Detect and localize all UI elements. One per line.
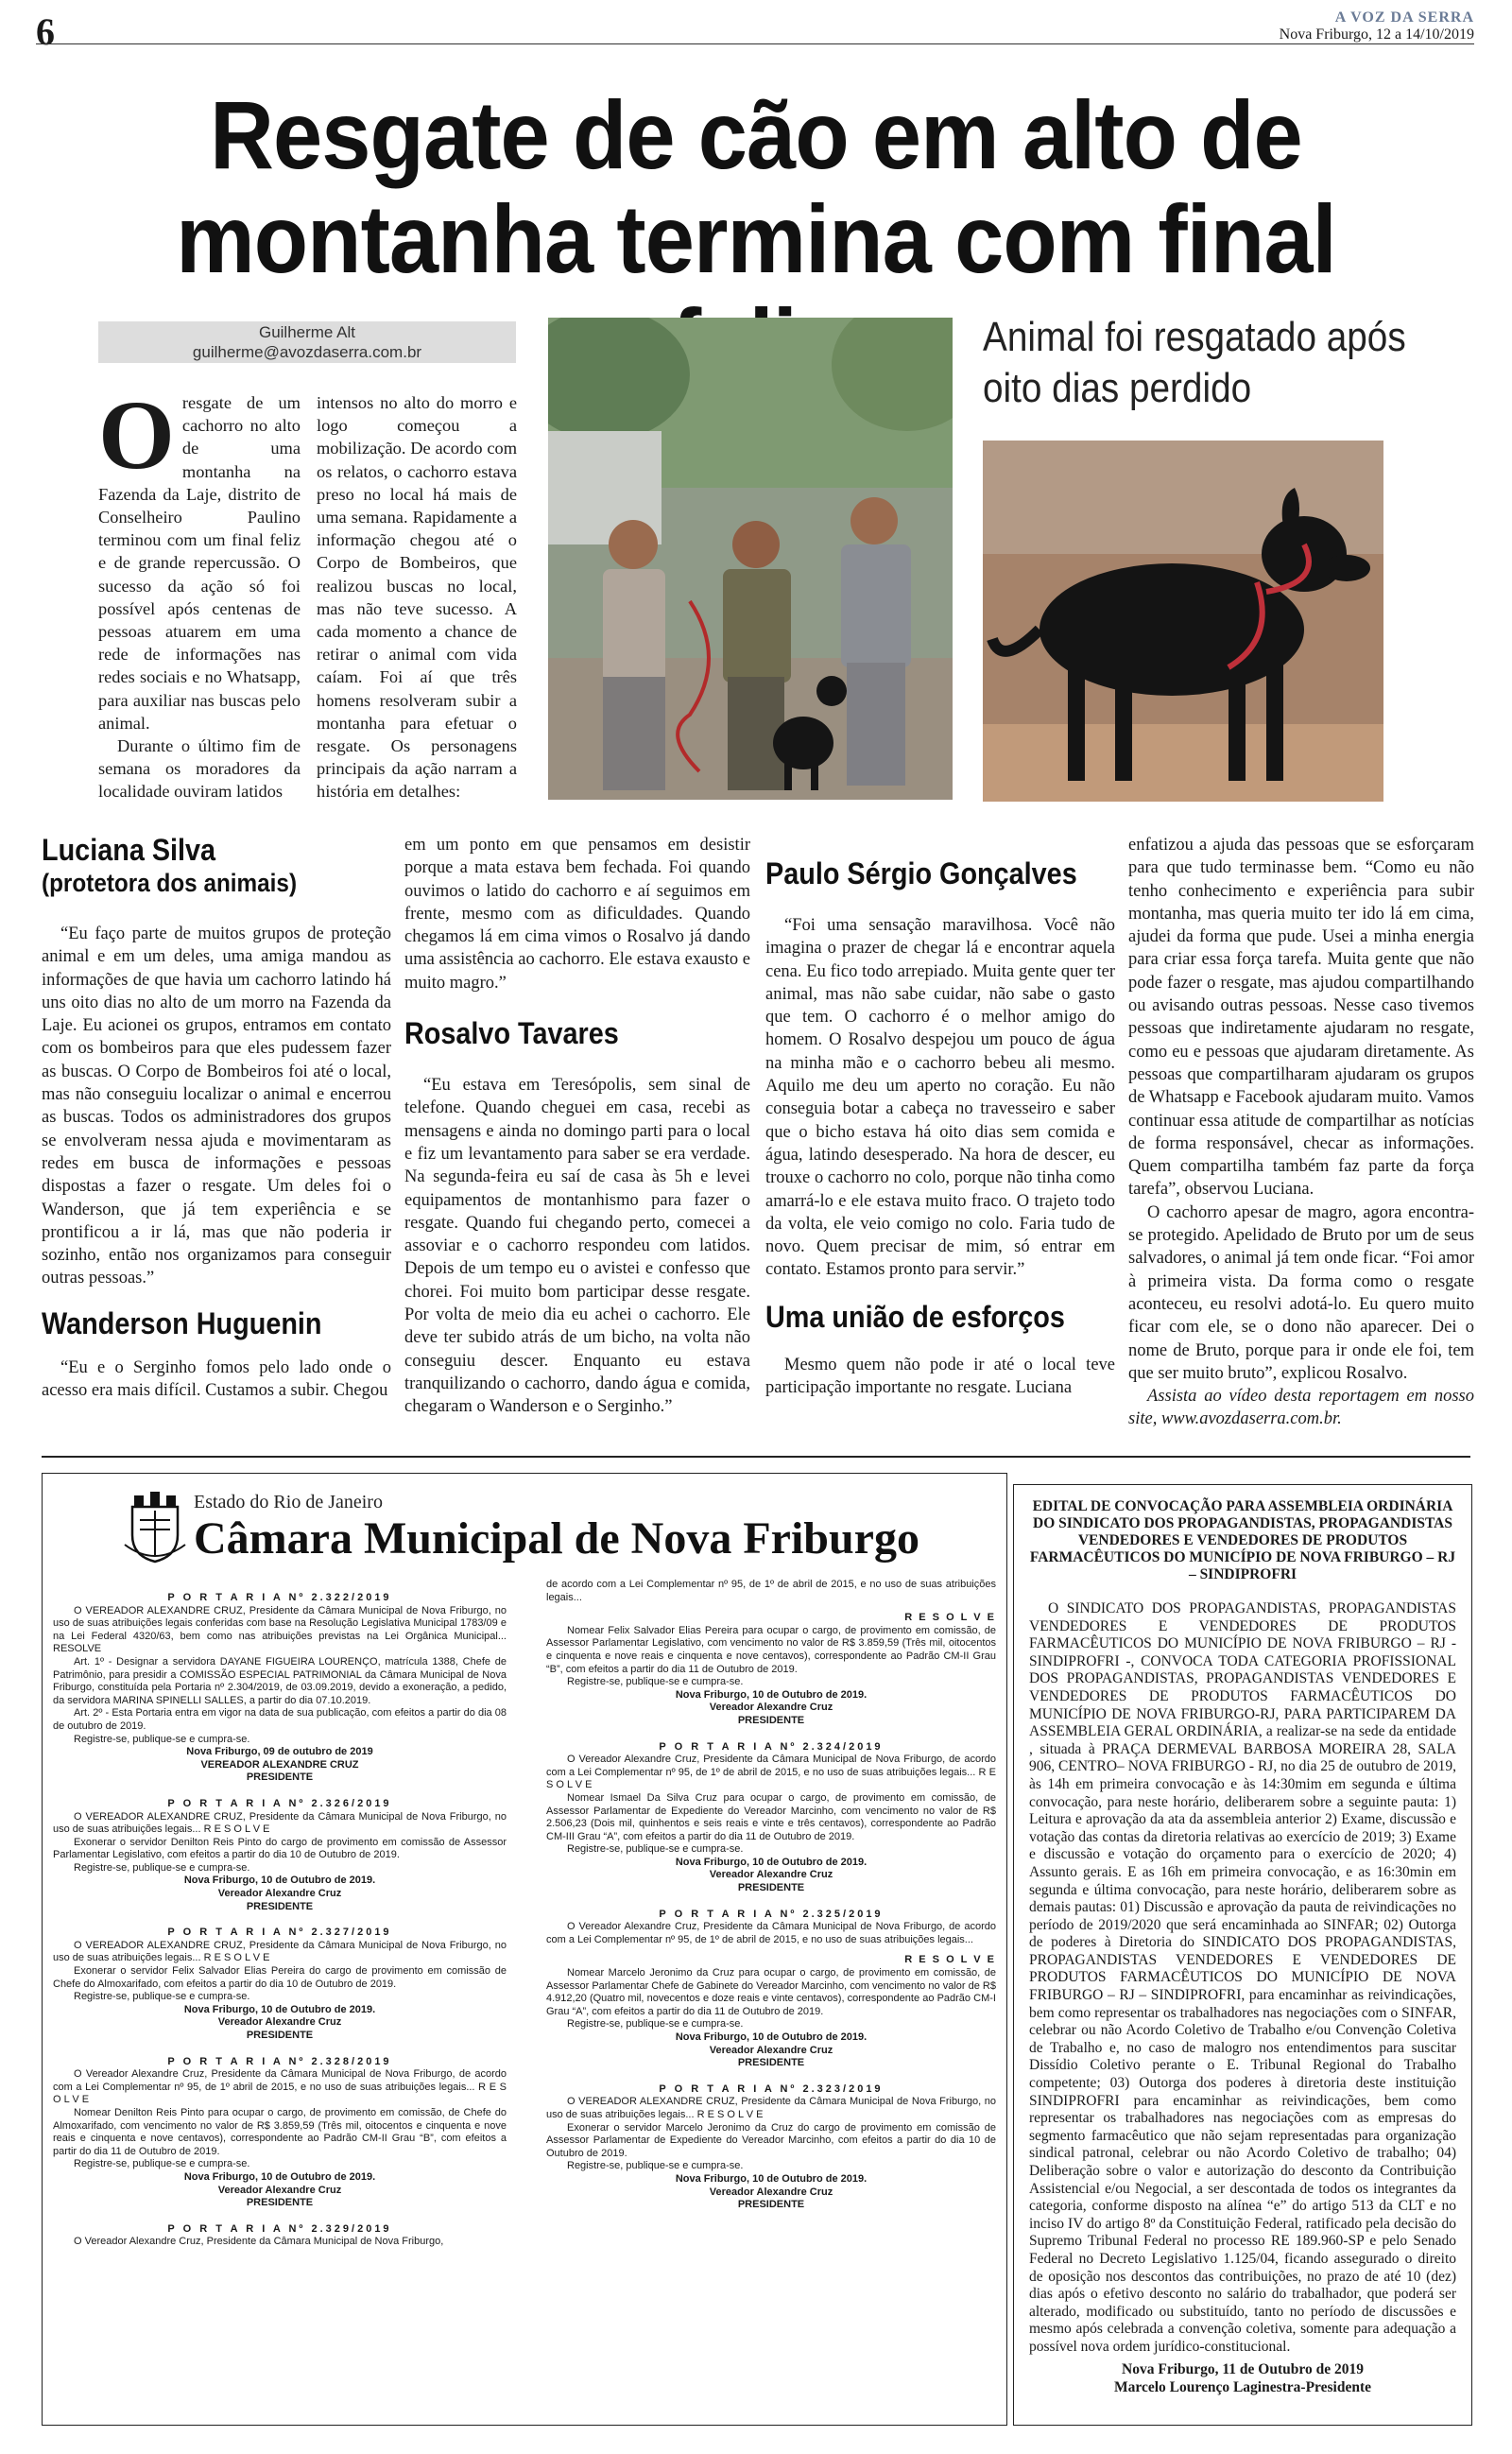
portaria-paragraph: Exonerar o servidor Denilton Reis Pinto do cargo de provimento em comissão de Assessor Parlamentar Legislativo, com efeitos a partir do dia 10 de Outubro de 2019.	[53, 1836, 507, 1861]
portaria-signature-line: PRESIDENTE	[737, 1714, 805, 1726]
article-column-4	[1128, 834, 1474, 1431]
edital-signer: Marcelo Lourenço Laginestra-Presidente	[1113, 2378, 1372, 2395]
portaria-signature-line: Nova Friburgo, 10 de Outubro de 2019.	[675, 1688, 868, 1701]
portaria-paragraph: O Vereador Alexandre Cruz, Presidente da Câmara Municipal de Nova Friburgo, de acordo com a Lei Complementar nº 95, de 1º de abril de 2015, e no uso de suas atribuições legais...	[546, 1921, 996, 1945]
portaria-signature-line: PRESIDENTE	[246, 2197, 314, 2209]
masthead	[1280, 9, 1474, 43]
dropcap: O	[98, 381, 175, 490]
article-column-1	[42, 832, 391, 1402]
text-col4-a: enfatizou a ajuda das pessoas que se esforçaram para que tudo terminasse bem. “Como eu não tenho conhecimento e experiência para subir montanha, mas queria muito ter ido lá em cima, ajudei da forma que pude. Usei a minha energia para criar essa força tarefa. Muita gente que não pode fazer o resgate, mas ajudou compartilhando ou avisando outras pessoas. Nesse caso tivemos pessoas que indiretamente ajudaram no resgate, como eu e pessoas que ajudaram diretamente. As pessoas que compartilharam ajudaram os grupos de Whatsapp e Facebook ajudaram muito. Vamos continuar essa atitude de compartilhar as notícias de forma responsável, checar as informações. Quem compartilha também faz parte da força tarefa”, observou Luciana.	[1128, 836, 1474, 1200]
intro-column-1	[98, 381, 301, 804]
camara-state: Estado do Rio de Janeiro	[194, 1492, 383, 1512]
camara-title: Câmara Municipal de Nova Friburgo	[194, 1513, 919, 1564]
portaria-paragraph: O Vereador Alexandre Cruz, Presidente da Câmara Municipal de Nova Friburgo,	[74, 2236, 444, 2248]
portaria-signature-line: Nova Friburgo, 10 de Outubro de 2019.	[183, 2003, 376, 2015]
portaria-number: P O R T A R I A Nº 2.322/2019	[167, 1592, 392, 1603]
portaria-signature-line: PRESIDENTE	[246, 2030, 314, 2041]
article-column-2	[404, 834, 750, 1419]
portaria-signature-line: Nova Friburgo, 10 de Outubro de 2019.	[183, 1875, 376, 1887]
portaria-signature-line: Vereador Alexandre Cruz	[217, 2184, 342, 2196]
city-coat-of-arms-icon	[121, 1488, 189, 1564]
portaria-paragraph: Registre-se, publique-se e cumpra-se.	[74, 1991, 250, 2003]
heading-wanderson: Wanderson Huguenin	[42, 1305, 322, 1340]
portaria-paragraph: Nomear Denilton Reis Pinto para ocupar o cargo, de provimento em comissão, de Chefe do Almoxarifado, com vencimento no valor de R$ 3.859,59 (Três mil, oitocentos e cinquenta e nove reais e cinquenta e nove centavos), correspondente ao Padrão CM-II Grau “B”, com efeitos a partir do dia 11 de Outubro de 2019.	[53, 2106, 507, 2157]
edital-body: O SINDICATO DOS PROPAGANDISTAS, PROPAGANDISTAS VENDEDORES E VENDEDORES DE PRODUTOS FARMACÊUTICOS DO MUNICÍPIO DE NOVA FRIBURGO – RJ -SINDIPROFRI -, CONVOCA TODA CATEGORIA PROFISSIONAL DOS PROPAGANDISTAS, PROPAGANDISTAS VENDEDORES E VENDEDORES DE PRODUTOS FARMACÊUTICOS DO MUNICÍPIO DE NOVA FRIBURGO-RJ, PARA PARTICIPAREM DA ASSEMBLEIA GERAL ORDINÁRIA, a realizar-se na sede da entidade , situada à PRAÇA DERMEVAL BARBOSA MOREIRA 28, SALA 906, CENTRO– NOVA FRIBURGO - RJ, no dia 25 de outubro de 2019, às 14h em primeira convocação e às 14:30mim em segunda e última convocação, para neste horário, deliberarem sobre a seguinte pauta: 1) Leitura e aprovação da ata da assembleia anterior 2) Exame, discussão e votação das contas da diretoria relativas ao exercício de 2019; 3) Exame e discussão e votação do orçamento para o exercício de 2020; 4) Assunto gerais. E as 16h em primeira convocação, e as 16:30min em segunda e última convocação, para neste horário, deliberarem sobre as demais pautas: 01) Discussão e aprovação da pauta de reivindicações no período de 2019/2020 que será encaminhada ao SINFAR; 02) Outorga de poderes à Diretoria do SINDICATO DOS PROPAGANDISTAS, PROPAGANDISTAS VENDEDORES E VENDEDORES DE PRODUTOS FARMACÊUTICOS DO MUNICÍPIO DE NOVA FRIBURGO – RJ – SINDIPROFRI, para encaminhar as reivindicações, bem como representar os trabalhadores nas negociações com o SINFAR, celebrar ou não Acordo Coletivo de Trabalho e/ou Convenção Coletiva de Trabalho e, no caso de malogro nos entendimentos para suscitar Dissídio Coletivo perante o E. Tribunal Regional do Trabalho competente; 03) Outorga dos poderes à diretoria deste instituição SINDIPROFRI para encaminhar as reivindicações, bem como representar os trabalhadores nas negociações com as empresas do segmento farmacêutico que não sejam representadas para organização sindical patronal, celebrar ou não Acordo Coletivo de trabalho; 04) Deliberação sobre o valor e autorização do desconto da Contribuição Assistencial e/ou Negocial, a ser descontada de todos os integrantes da categoria, conforme disposto na alínea “e” do artigo 513 da CLT e no inciso IV do artigo 8º da Constituição Federal, ratificado pela decisão do Supremo Tribunal Federal no processo RE 189.960-SP e pelo Senado Federal no Decreto Legislativo 1.125/04, ficando assegurado o direito de oposição nos descontos das contribuições, no prazo de até 10 (dez) dias após o efetivo desconto no salário do trabalhador, que poderá ser alterado, modificado ou substituído, tanto no período de discussões e mesmo após celebrada a convenção coletiva, somente para adequação a possível nova ordem jurídico-constitucional.	[1029, 1600, 1456, 2355]
quote-wanderson: “Eu e o Serginho fomos pelo lado onde o acesso era mais difícil. Custamos a subir. Chegou	[42, 1357, 391, 1401]
portaria-paragraph: Exonerar o servidor Marcelo Jeronimo da Cruz do cargo de provimento em comissão de Assessor Parlamentar de Expediente do Vereador Marcinho, com efeitos a partir do dia 10 de Outubro de 2019.	[546, 2121, 996, 2159]
portaria-paragraph: Registre-se, publique-se e cumpra-se.	[567, 1676, 744, 1688]
portaria-number: P O R T A R I A Nº 2.329/2019	[167, 2222, 392, 2235]
portaria-paragraph: O VEREADOR ALEXANDRE CRUZ, Presidente da Câmara Municipal de Nova Friburgo, no uso de suas atribuições legais... R E S O L V E	[546, 2096, 996, 2120]
portaria-paragraph: Registre-se, publique-se e cumpra-se.	[567, 1843, 744, 1856]
portaria-signature-line: Vereador Alexandre Cruz	[709, 2186, 833, 2198]
portaria-paragraph: O Vereador Alexandre Cruz, Presidente da Câmara Municipal de Nova Friburgo, de acordo com a Lei Complementar nº 95, de 1º de abril de 2015, e no uso de suas atribuições legais... R E S O L V E	[546, 1754, 996, 1791]
article-column-3	[765, 855, 1115, 1399]
portaria-paragraph: O VEREADOR ALEXANDRE CRUZ, Presidente da Câmara Municipal de Nova Friburgo, no uso de suas atribuições legais... R E S O L V E	[53, 1939, 507, 1964]
portaria-signature-line: Vereador Alexandre Cruz	[709, 1869, 833, 1881]
portaria-number: P O R T A R I A Nº 2.326/2019	[167, 1797, 392, 1809]
portaria-resolve: R E S O L V E	[904, 1954, 996, 1966]
portaria-paragraph: O VEREADOR ALEXANDRE CRUZ, Presidente da Câmara Municipal de Nova Friburgo, no uso de suas atribuições legais... R E S O L V E	[53, 1810, 507, 1836]
portaria-signature-line: Vereador Alexandre Cruz	[217, 1888, 342, 1900]
portaria-resolve: R E S O L V E	[904, 1612, 996, 1624]
heading-luciana: Luciana Silva	[42, 833, 216, 867]
quote-paulo: “Foi uma sensação maravilhosa. Você não imagina o prazer de chegar lá e encontrar aquela cena. Eu fico todo arrepiado. Muita gente quer ter animal, mas não sabe cuidar, não sabe o gasto que tem. O cachorro é o melhor amigo do homem. O Rosalvo despejou um pouco de água na minha mão e o cachorro bebeu ali mesmo. Aquilo me deu um aperto no coração. Eu não conseguia botar a cabeça no travesseiro e saber que o bicho estava há oito dias sem comida e água, latindo desesperado. Na hora de descer, eu trouxe o cachorro no colo, porque não tinha como amarrá-lo e ele estava muito fraco. O trajeto todo da volta, ele veio comigo no colo. Faria tudo de novo. Quem precisar de mim, só entrar em contato. Estamos pronto para servir.”	[765, 916, 1115, 1280]
section-divider	[42, 1456, 1470, 1458]
portaria-signature-line: Vereador Alexandre Cruz	[709, 1702, 833, 1714]
portaria-signature-line: PRESIDENTE	[246, 1771, 314, 1784]
portaria-number: P O R T A R I A Nº 2.327/2019	[167, 1927, 392, 1939]
portaria-paragraph: Exonerar o servidor Felix Salvador Elias Pereira do cargo de provimento em comissão de Chefe do Almoxarifado, com efeitos a partir do dia 10 de Outubro de 2019.	[53, 1965, 507, 1990]
portaria-number: P O R T A R I A Nº 2.328/2019	[167, 2055, 392, 2067]
intro-column-2: intensos no alto do morro e logo começou a mobilização. De acordo com os relatos, o cachorro estava preso no local há mais de uma semana. Rapidamente a informação chegou até o Corpo de Bombeiros, que realizou buscas no local, mas não teve sucesso. A cada momento a chance de retirar o animal com vida caíam. Foi aí que três homens resolveram subir a montanha para efetuar o resgate. Os personagens principais da ação narram a história em detalhes:	[317, 393, 517, 802]
portaria-signature-line: Nova Friburgo, 10 de Outubro de 2019.	[675, 2172, 868, 2185]
photo-caption: Animal foi resgatado após oito dias perdido	[983, 314, 1406, 411]
portaria-paragraph: Registre-se, publique-se e cumpra-se.	[567, 2018, 744, 2031]
issue-date: Nova Friburgo, 12 a 14/10/2019	[1279, 26, 1474, 43]
heading-luciana-role: (protetora dos animais)	[42, 869, 298, 897]
portaria-paragraph: Registre-se, publique-se e cumpra-se.	[74, 1733, 250, 1745]
portaria-paragraph: de acordo com a Lei Complementar nº 95, de 1º de abril de 2015, e no uso de suas atribuições legais...	[546, 1579, 996, 1603]
portaria-signature-line: Nova Friburgo, 10 de Outubro de 2019.	[675, 2031, 868, 2043]
portaria-signature-line: VEREADOR ALEXANDRE CRUZ	[200, 1758, 359, 1771]
portaria-paragraph: Art. 1º - Designar a servidora DAYANE FIGUEIRA LOURENÇO, matrícula 1388, Chefe de Patrimônio, para presidir a COMISSÃO ESPECIAL PATRIMONIAL da Câmara Municipal de Nova Friburgo, constituída pela Portaria nº 2.304/2019, de 03.09.2019, devido a exoneração, a pedido, da servidora MARINA SPINELLI SALLES, a partir do dia 07.10.2019.	[53, 1655, 507, 1706]
headline-line-1: Resgate de cão em alto de	[210, 81, 1302, 189]
portaria-signature-line: Nova Friburgo, 09 de outubro de 2019	[186, 1746, 373, 1758]
edital-date: Nova Friburgo, 11 de Outubro de 2019	[1122, 2360, 1364, 2377]
header-rule	[36, 43, 1474, 44]
quote-wanderson-cont: em um ponto em que pensamos em desistir porque a mata estava bem fechada. Foi quando ouvimos o latido do cachorro e aí seguimos em frente, mesmo com as dificuldades. Quando chegamos lá em cima vimos o Rosalvo já dando uma assistência ao cachorro. Ele estava exausto e muito magro.”	[404, 836, 750, 993]
text-col4-b: O cachorro apesar de magro, agora encontra-se protegido. Apelidado de Bruto por um de seus salvadores, o animal já tem onde ficar. “Foi amor à primeira vista. Da forma como o resgate aconteceu, eu resolvi adotá-lo. Eu quero muito ficar com ele, se o dono não aparecer. Dei o nome de Bruto, porque para ir onde ele foi, tem que ser muito bruto”, explicou Rosalvo.	[1128, 1202, 1474, 1383]
portaria-paragraph: Nomear Marcelo Jeronimo da Cruz para ocupar o cargo, de provimento em comissão, de Assessor Parlamentar Chefe de Gabinete do Vereador Marcinho, com vencimento no valor de R$ 4.912,20 (Quatro mil, novecentos e doze reais e vinte centavos), correspondente ao Padrão CM-I Grau “A”, com efeitos a partir do dia 11 de Outubro de 2019.	[546, 1967, 996, 2017]
portaria-signature-line: Nova Friburgo, 10 de Outubro de 2019.	[183, 2170, 376, 2183]
portaria-signature-line: Vereador Alexandre Cruz	[709, 2044, 833, 2056]
text-uniao: Mesmo quem não pode ir até o local teve participação importante no resgate. Luciana	[765, 1355, 1115, 1398]
quote-rosalvo: “Eu estava em Teresópolis, sem sinal de telefone. Quando cheguei em casa, recebi as mensagens e ainda no domingo parti para o local e fiz um levantamento para saber se era verdade. Na segunda-feira eu saí de casa às 5h e levei equipamentos de montanhismo para fazer o resgate. Quando fui chegando perto, comecei a assoviar e o cachorro respondeu com latidos. Depois de um tempo eu o avistei e confesso que chorei. Foi muito bom participar desse resgate. Por volta de meio dia eu achei o cachorro. Ele deve ter subido atrás de um bicho, na volta não conseguiu descer. Enquanto eu estava tranquilizando o cachorro, dando água e comida, chegaram o Wanderson e o Serginho.”	[404, 1076, 750, 1417]
camara-portarias-left	[53, 1579, 507, 2249]
rescuers-photo	[548, 318, 953, 800]
portaria-paragraph: Nomear Ismael Da Silva Cruz para ocupar o cargo, de provimento em comissão, de Assessor Parlamentar de Expediente do Vereador Marcinho, com vencimento no valor de R$ 2.506,23 (Dois mil, quinhentos e seis reais e vinte e três centavos), correspondente ao Padrão CM-III Grau “A”, com efeitos a partir do dia 11 de Outubro de 2019.	[546, 1791, 996, 1842]
portaria-signature-line: Nova Friburgo, 10 de Outubro de 2019.	[675, 1856, 868, 1868]
camara-portarias-right	[546, 1579, 996, 2212]
byline-email: guilherme@avozdaserra.com.br	[192, 343, 422, 361]
portaria-signature-line: PRESIDENTE	[737, 2057, 805, 2069]
portaria-number: P O R T A R I A Nº 2.324/2019	[659, 1740, 884, 1753]
portaria-signature-line: PRESIDENTE	[737, 1882, 805, 1894]
page-number: 6	[36, 10, 55, 53]
portaria-paragraph: Art. 2º - Esta Portaria entra em vigor na data de sua publicação, com efeitos a partir do dia 08 de outubro de 2019.	[53, 1707, 507, 1732]
newspaper-name: A VOZ DA SERRA	[1334, 9, 1474, 26]
intro-text-1b: Durante o último fim de semana os moradores da localidade ouviram latidos	[98, 736, 301, 802]
byline-author: Guilherme Alt	[258, 323, 356, 341]
portaria-number: P O R T A R I A Nº 2.325/2019	[659, 1908, 884, 1920]
portaria-paragraph: Nomear Felix Salvador Elias Pereira para ocupar o cargo, de provimento em comissão, de Assessor Parlamentar Legislativo, com vencimento no valor de R$ 3.859,59 (Três mil, oitocentos e cinquenta e nove reais e cinquenta e nove centavos), correspondente ao Padrão CM-II Grau “B”, com efeitos a partir do dia 11 de Outubro de 2019.	[546, 1624, 996, 1675]
heading-uniao: Uma união de esforços	[765, 1299, 1065, 1334]
portaria-signature-line: Vereador Alexandre Cruz	[217, 2016, 342, 2029]
portaria-number: P O R T A R I A Nº 2.323/2019	[659, 2082, 884, 2095]
portaria-signature-line: PRESIDENTE	[246, 1900, 314, 1912]
edital-title: EDITAL DE CONVOCAÇÃO PARA ASSEMBLEIA ORDINÁRIA DO SINDICATO DOS PROPAGANDISTAS, PROPAGANDISTAS VENDEDORES E VENDEDORES DE PRODUTOS FARMACÊUTICOS DO MUNICÍPIO DE NOVA FRIBURGO – RJ – SINDIPROFRI	[1029, 1498, 1456, 1582]
portaria-paragraph: O VEREADOR ALEXANDRE CRUZ, Presidente da Câmara Municipal de Nova Friburgo, no uso de suas atribuições legais conferidas com base na Resolução Legislativa Municipal 1783/09 e na Lei Federal 4320/63, bem como nas atribuições previstas na Lei Orgânica Municipal... RESOLVE	[53, 1604, 507, 1655]
edital-box	[1013, 1484, 1472, 2426]
portaria-paragraph: Registre-se, publique-se e cumpra-se.	[567, 2160, 744, 2172]
portaria-paragraph: O Vereador Alexandre Cruz, Presidente da Câmara Municipal de Nova Friburgo, de acordo com a Lei Complementar nº 95, de 1º abril de 2015, e no uso de suas atribuições legais... R E S O L V E	[53, 2068, 507, 2106]
video-note: Assista ao vídeo desta reportagem em nosso site, www.avozdaserra.com.br.	[1128, 1387, 1474, 1429]
heading-rosalvo: Rosalvo Tavares	[404, 1016, 619, 1051]
heading-paulo: Paulo Sérgio Gonçalves	[765, 856, 1077, 890]
portaria-paragraph: Registre-se, publique-se e cumpra-se.	[74, 2158, 250, 2170]
portaria-signature-line: PRESIDENTE	[737, 2199, 805, 2211]
byline	[98, 321, 516, 363]
intro-text-1: resgate de um cachorro no alto de uma montanha na Fazenda da Laje, distrito de Conselheiro Paulino terminou com um final feliz e de grande repercussão. O sucesso da ação só foi possível após centenas de pessoas atuarem em uma rede de informações nas redes sociais e no Whatsapp, para auxiliar nas buscas pelo animal.	[98, 393, 301, 733]
portaria-paragraph: Registre-se, publique-se e cumpra-se.	[74, 1861, 250, 1874]
headline-line-2: montanha termina com final	[176, 185, 1336, 293]
quote-luciana: “Eu faço parte de muitos grupos de proteção animal e em um deles, uma amiga mandou as informações de que havia um cachorro latindo há uns oito dias no alto de um morro na Fazenda da Laje. Eu acionei os grupos, entramos em contato com os bombeiros para que eles pudessem fazer as buscas. O Corpo de Bombeiros foi até o local, mas não conseguiu localizar o animal e encerrou as buscas. Todos os administradores dos grupos se envolveram nessa ajuda e movimentaram as redes em busca de informações e pessoas dispostas a fazer o resgate. Um deles foi o Wanderson, que já tem experiência e se prontificou a ir lá, mas que não poderia ir sozinho, então nos organizamos para conseguir outras pessoas.”	[42, 925, 391, 1288]
dog-photo	[983, 441, 1383, 802]
